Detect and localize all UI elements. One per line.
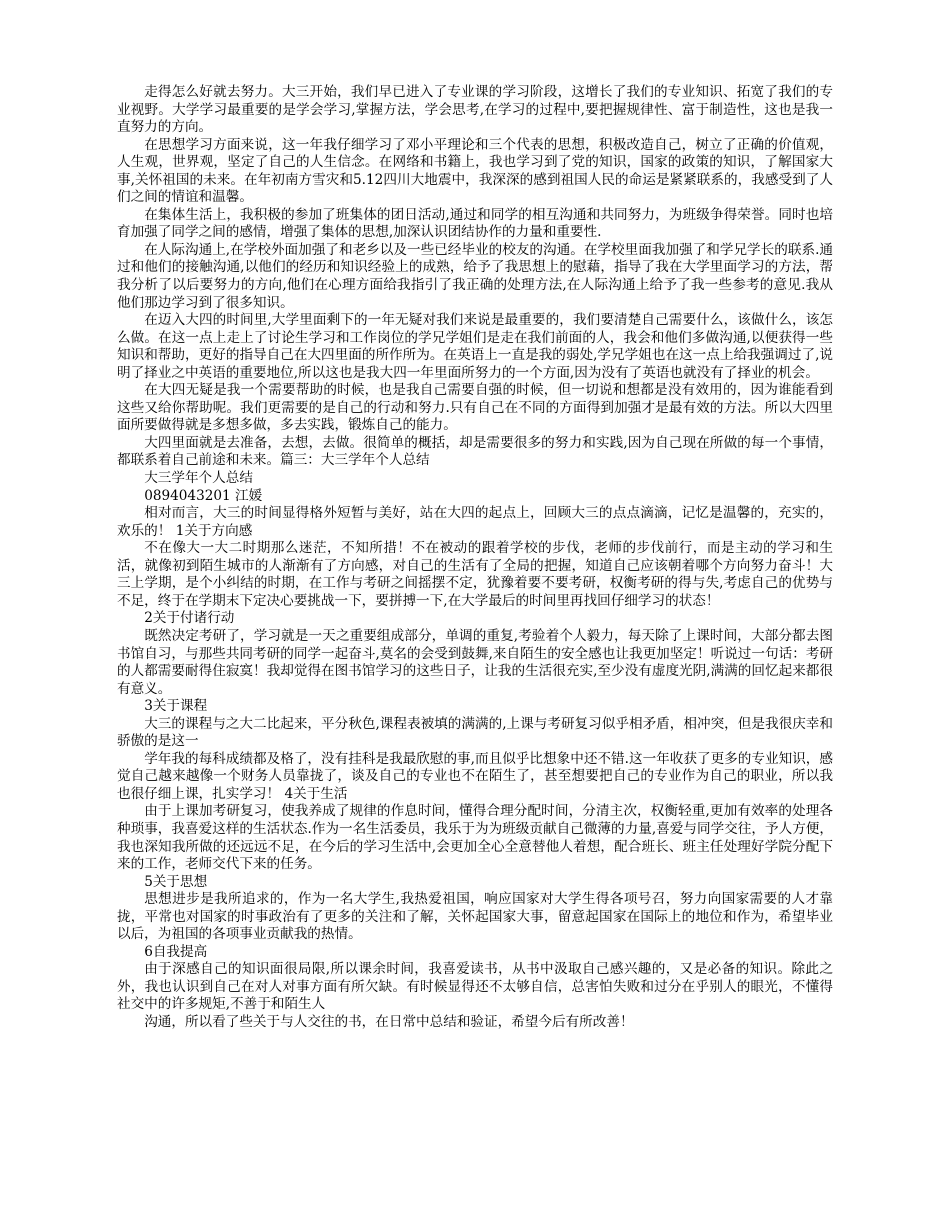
section-heading-2: 2关于付诸行动 bbox=[144, 610, 235, 627]
paragraph-summary-intro: 相对而言，大三的时间显得格外短暂与美好，站在大四的起点上，回顾大三的点点滴滴，记忆是温馨的，充实的，欢乐的！ 1关于方向感 bbox=[117, 505, 833, 539]
document-body bbox=[117, 84, 833, 1032]
paragraph-section-2: 既然决定考研了，学习就是一天之重要组成部分，单调的重复,考验着个人毅力，每天除了上课时间，大部分都去图书馆自习，与那些共同考研的同学一起奋斗,莫名的会受到鼓舞,来自陌生的安全感也让我更加坚定！听说过一句话：考研的人都需要耐得住寂寞！我却觉得在图书馆学习的这些日子，让我的生活很充实,至少没有虚度光阴,满满的回忆起来都很有意义。 bbox=[117, 627, 833, 697]
paragraph-preparation: 大四里面就是去准备，去想，去做。很简单的概括，却是需要很多的努力和实践,因为自己现在所做的每一个事情，都联系着自己前途和未来。篇三：大三学年个人总结 bbox=[117, 434, 833, 469]
document-title-line: 大三学年个人总结 bbox=[144, 470, 253, 487]
paragraph-section-3b: 学年我的每科成绩都及格了，没有挂科是我最欣慰的事,而且似乎比想象中还不错.这一年收获了更多的专业知识，感觉自己越来越像一个财务人员靠拢了，谈及自己的专业也不在陌生了，甚至想要把自己的专业作为自己的职业，所以我也很仔细上课，扎实学习！ 4关于生活 bbox=[117, 750, 833, 802]
paragraph-study-intro: 走得怎么好就去努力。大三开始，我们早已进入了专业课的学习阶段，这增长了我们的专业知识、拓宽了我们的专业视野。大学学习最重要的是学会学习,掌握方法，学会思考,在学习的过程中,要把握规律性、富于制造性，这也是我一直努力的方向。 bbox=[117, 84, 833, 136]
section-heading-5: 5关于思想 bbox=[144, 873, 208, 890]
paragraph-section-6a: 由于深感自己的知识面很局限,所以课余时间，我喜爱读书，从书中汲取自己感兴趣的，又是必备的知识。除此之外，我也认识到自己在对人对事方面有所欠缺。有时候显得还不太够自信，总害怕失败和过分在乎别人的眼光，不懂得社交中的许多规矩,不善于和陌生人 bbox=[117, 961, 833, 1013]
paragraph-senior-year: 在迈入大四的时间里,大学里面剩下的一年无疑对我们来说是最重要的，我们要清楚自己需要什么，该做什么，该怎么做。在这一点上走上了讨论生学习和工作岗位的学兄学姐们是走在我们前面的人，我会和他们多做沟通,以便获得一些知识和帮助，更好的指导自己在大四里面的所作所为。在英语上一直是我的弱处,学兄学姐也在这一点上给我强调过了,说明了择业之中英语的重要地位,所以这也是我大四一年里面所努力的一个方面,因为没有了英语也就没有了择业的机会。 bbox=[117, 312, 833, 381]
section-heading-6: 6自我提高 bbox=[144, 943, 208, 960]
paragraph-self-reliance: 在大四无疑是我一个需要帮助的时候，也是我自己需要自强的时候，但一切说和想都是没有效用的，因为谁能看到这些又给你帮助呢。我们更需要的是自己的行动和努力.只有自己在不同的方面得到加强才是最有效的方法。所以大四里面所要做得就是多想多做，多去实践，锻炼自己的能力。 bbox=[117, 382, 833, 434]
paragraph-section-6b: 沟通，所以看了些关于与人交往的书，在日常中总结和验证，希望今后有所改善！ bbox=[144, 1013, 634, 1030]
paragraph-section-1: 不在像大一大二时期那么迷茫，不知所措！不在被动的跟着学校的步伐，老师的步伐前行，而是主动的学习和生活，就像初到陌生城市的人渐渐有了方向感，对自己的生活有了全局的把握，知道自己应该朝着哪个方向努力奋斗！大三上学期，是个小纠结的时期，在工作与考研之间摇摆不定，犹豫着要不要考研，权衡考研的得与失,考虑自己的优势与不足，终于在学期末下定决心要挑战一下，要拼搏一下,在大学最后的时间里再找回仔细学习的状态！ bbox=[117, 540, 833, 609]
paragraph-interpersonal: 在人际沟通上,在学校外面加强了和老乡以及一些已经毕业的校友的沟通。在学校里面我加强了和学兄学长的联系.通过和他们的接触沟通,以他们的经历和知识经验上的成熟，给予了我思想上的慰藉，指导了我在大学里面学习的方法，帮我分析了以后要努力的方向,他们在心理方面给我指引了我正确的处理方法,在人际沟通上给予了我一些参考的意见.我从他们那边学习到了很多知识。 bbox=[117, 241, 833, 311]
student-id-line: 0894043201 江媛 bbox=[144, 487, 263, 504]
paragraph-section-5: 思想进步是我所追求的，作为一名大学生,我热爱祖国，响应国家对大学生得各项号召，努力向国家需要的人才靠拢，平常也对国家的时事政治有了更多的关注和了解，关怀起国家大事，留意起国家在国际上的地位和作为，希望毕业以后，为祖国的各项事业贡献我的热情。 bbox=[117, 891, 833, 943]
paragraph-section-3a: 大三的课程与之大二比起来，平分秋色,课程表被填的满满的,上课与考研复习似乎相矛盾，相冲突，但是我很庆幸和骄傲的是这一 bbox=[117, 715, 833, 750]
paragraph-thought-study: 在思想学习方面来说，这一年我仔细学习了邓小平理论和三个代表的思想，积极改造自己，树立了正确的价值观，人生观，世界观，坚定了自己的人生信念。在网络和书籍上，我也学习到了党的知识，国家的政策的知识，了解国家大事,关怀祖国的未来。在年初南方雪灾和5.12四川大地震中，我深深的感到祖国人民的命运是紧紧联系的，我感受到了人们之间的情谊和温馨。 bbox=[117, 136, 833, 206]
paragraph-section-4: 由于上课加考研复习，使我养成了规律的作息时间，懂得合理分配时间，分清主次，权衡轻重,更加有效率的处理各种琐事，我喜爱这样的生活状态.作为一名生活委员，我乐于为为班级贡献自己微薄的力量,喜爱与同学交往，予人方便，我也深知我所做的还远远不足，在今后的学习生活中,会更加全心全意替他人着想，配合班长、班主任处理好学院分配下来的工作，老师交代下来的任务。 bbox=[117, 803, 833, 873]
section-heading-3: 3关于课程 bbox=[144, 698, 208, 715]
paragraph-collective-life: 在集体生活上，我积极的参加了班集体的团日活动,通过和同学的相互沟通和共同努力，为班级争得荣誉。同时也培育加强了同学之间的感情，增强了集体的思想,加深认识团结协作的力量和重要性. bbox=[117, 206, 833, 241]
